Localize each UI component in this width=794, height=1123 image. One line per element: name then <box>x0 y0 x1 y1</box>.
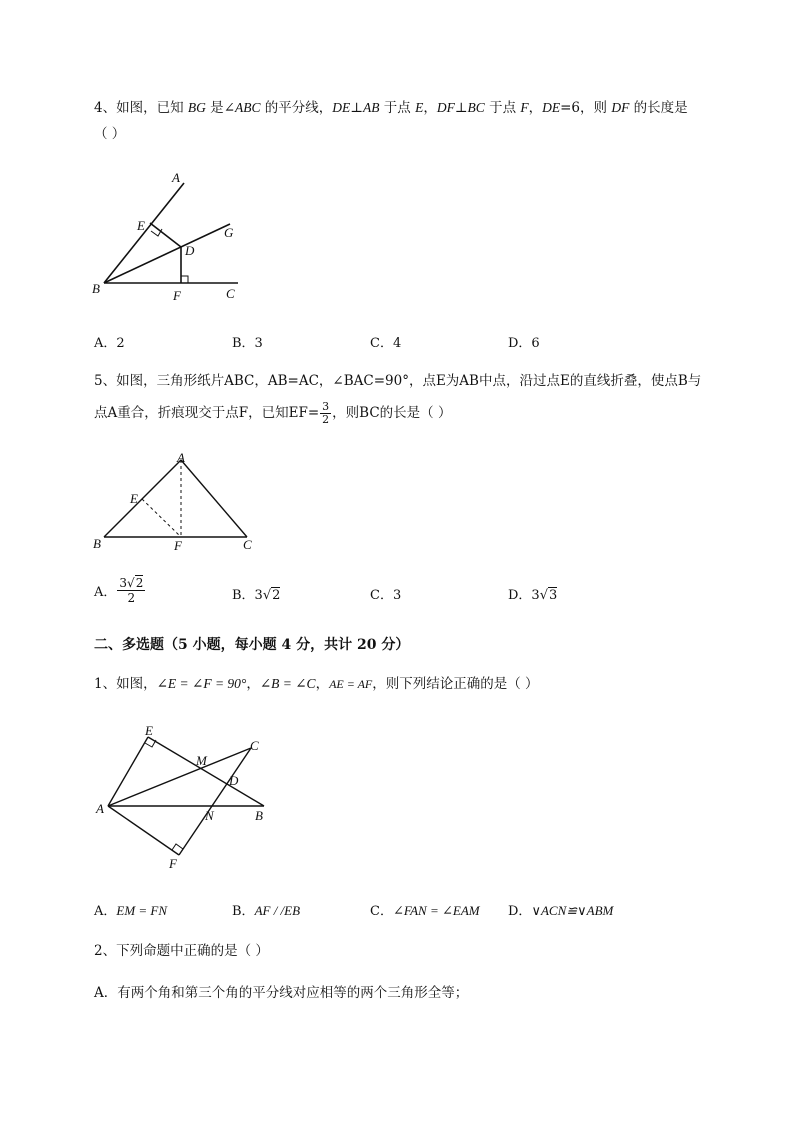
q4-text: 的平分线， <box>260 100 333 116</box>
label-f: F <box>174 538 182 553</box>
mq1-option-c-text: ∠FAN = ∠EAM <box>392 903 480 918</box>
mq1-option-d-label: D． <box>508 904 532 919</box>
mq2-option-a[interactable]: A．有两个角和第三个角的平分线对应相等的两个三角形全等； <box>94 985 469 1001</box>
q4-text: ， <box>528 100 543 116</box>
q5-text: 点A重合，折痕现交于点F，已知EF= <box>94 405 320 421</box>
label-c: C <box>250 738 259 753</box>
q5-frac-den: 2 <box>322 413 330 426</box>
q5-option-d-label: D．3 <box>508 588 540 603</box>
label-c: C <box>226 286 235 301</box>
label-g: G <box>224 225 234 240</box>
q4-number: 4、 <box>94 100 117 116</box>
mq1-eq2: ∠B = ∠C <box>259 676 316 691</box>
label-n: N <box>205 808 214 823</box>
mq1-option-a[interactable] <box>94 900 167 919</box>
label-m: M <box>196 753 207 768</box>
q5-option-b-radicand: 2 <box>272 588 281 603</box>
q5-stem-line2 <box>94 398 451 428</box>
mq1-option-c-label: C． <box>370 904 393 919</box>
line-ef-dashed <box>142 499 181 537</box>
right-angle-f <box>172 844 183 850</box>
q5-option-a-radicand: 2 <box>135 576 144 590</box>
q4-answer-paren: （ ） <box>94 126 126 142</box>
q4-text: =6，则 <box>560 100 612 116</box>
q4-text: 的长度是 <box>629 100 688 116</box>
label-a: A <box>172 170 180 185</box>
q5-dashed-lines <box>142 460 181 537</box>
mq1-option-c[interactable] <box>370 900 480 919</box>
q4-text: 是 <box>205 100 224 116</box>
section-2-title: 二、多选题（5 小题，每小题 4 分，共计 20 分） <box>94 637 410 653</box>
q5-text: ，则BC的长是（ ） <box>332 405 452 421</box>
mq1-eq1: ∠E = ∠F = 90° <box>156 676 247 691</box>
mq1-option-a-label: A． <box>94 904 117 919</box>
q4-de-perp-ab: DE⊥AB <box>332 100 380 115</box>
q5-option-a-fraction <box>117 576 145 605</box>
q5-option-a-den: 2 <box>127 591 136 605</box>
mq1-text: ， <box>315 676 330 692</box>
q4-figure <box>80 160 260 310</box>
mq1-option-b-label: B． <box>232 904 255 919</box>
q5-option-a-label: A． <box>94 585 117 600</box>
q5-option-d-radicand: 3 <box>549 588 558 603</box>
mq1-text: ，则下列结论正确的是（ ） <box>372 676 539 692</box>
line-ac <box>181 460 247 537</box>
line-ae <box>108 737 148 806</box>
label-b: B <box>93 536 101 551</box>
q4-option-c[interactable]: C．4 <box>370 336 402 351</box>
mq1-figure <box>90 720 290 880</box>
line-bg <box>104 224 230 283</box>
q4-angle-abc: ∠ABC <box>223 100 261 115</box>
q5-figure <box>85 448 265 558</box>
q5-option-d[interactable]: D．3√3 <box>508 588 558 603</box>
q4-de: DE <box>542 100 561 115</box>
q4-df-perp-bc: DF⊥BC <box>436 100 485 115</box>
label-d: D <box>229 773 239 788</box>
q5-option-a[interactable] <box>94 576 146 605</box>
q5-option-b[interactable]: B．3√2 <box>232 588 281 603</box>
mq1-text: ， <box>246 676 260 692</box>
label-c: C <box>243 537 252 552</box>
q4-option-a[interactable]: A．2 <box>94 336 125 351</box>
right-angle-marks <box>145 740 183 850</box>
label-a: A <box>96 801 104 816</box>
q4-text: 于点 <box>484 100 521 116</box>
q4-text: ， <box>423 100 437 116</box>
q4-option-b[interactable]: B．3 <box>232 336 263 351</box>
q4-bg: BG <box>187 100 206 115</box>
mq1-option-b[interactable] <box>232 900 300 919</box>
line-eb <box>148 737 264 806</box>
q5-ef-fraction <box>320 401 331 426</box>
q4-text: 如图，已知 <box>116 100 188 116</box>
mq1-text: 1、如图， <box>94 676 157 692</box>
q5-option-a-coef: 3 <box>119 576 128 590</box>
mq2-stem: 2、下列命题中正确的是（ ） <box>94 943 269 959</box>
label-a: A <box>177 450 185 465</box>
mq1-option-b-text: AF / /EB <box>254 903 301 918</box>
mq1-option-d-text: ∨ACN≌∨ABM <box>531 903 614 918</box>
label-e: E <box>130 491 138 506</box>
mq1-option-d[interactable] <box>508 900 613 919</box>
q4-point-e: E <box>415 100 424 115</box>
right-angle-f <box>181 276 188 283</box>
label-e: E <box>137 218 145 233</box>
q4-point-f: F <box>520 100 529 115</box>
q5-option-a-num: 3√2 <box>119 576 144 590</box>
mq1-figure-lines <box>108 737 264 855</box>
mq1-option-a-text: EM = FN <box>116 903 168 918</box>
line-de <box>150 223 181 247</box>
label-e: E <box>145 723 153 738</box>
label-b: B <box>92 281 100 296</box>
label-b: B <box>255 808 263 823</box>
line-ba <box>104 183 184 283</box>
q5-option-c[interactable]: C．3 <box>370 588 402 603</box>
q4-df: DF <box>611 100 630 115</box>
label-d: D <box>185 243 195 258</box>
q5-option-b-label: B．3 <box>232 588 263 603</box>
q4-option-d[interactable]: D．6 <box>508 336 540 351</box>
label-f: F <box>173 288 181 303</box>
line-cf <box>179 748 251 855</box>
q4-text: 于点 <box>379 100 416 116</box>
q4-stem-line1 <box>94 98 688 118</box>
q5-frac-num: 3 <box>322 400 330 413</box>
label-f: F <box>169 856 177 871</box>
q5-stem-line1: 5、如图，三角形纸片ABC，AB=AC，∠BAC=90°，点E为AB中点，沿过点E的直线折叠，使点B与 <box>94 373 702 389</box>
mq1-stem <box>94 674 539 694</box>
line-af <box>108 806 179 855</box>
q5-triangle <box>104 460 247 537</box>
q4-figure-lines <box>104 183 238 283</box>
mq1-eq3: AE = AF <box>329 677 373 691</box>
